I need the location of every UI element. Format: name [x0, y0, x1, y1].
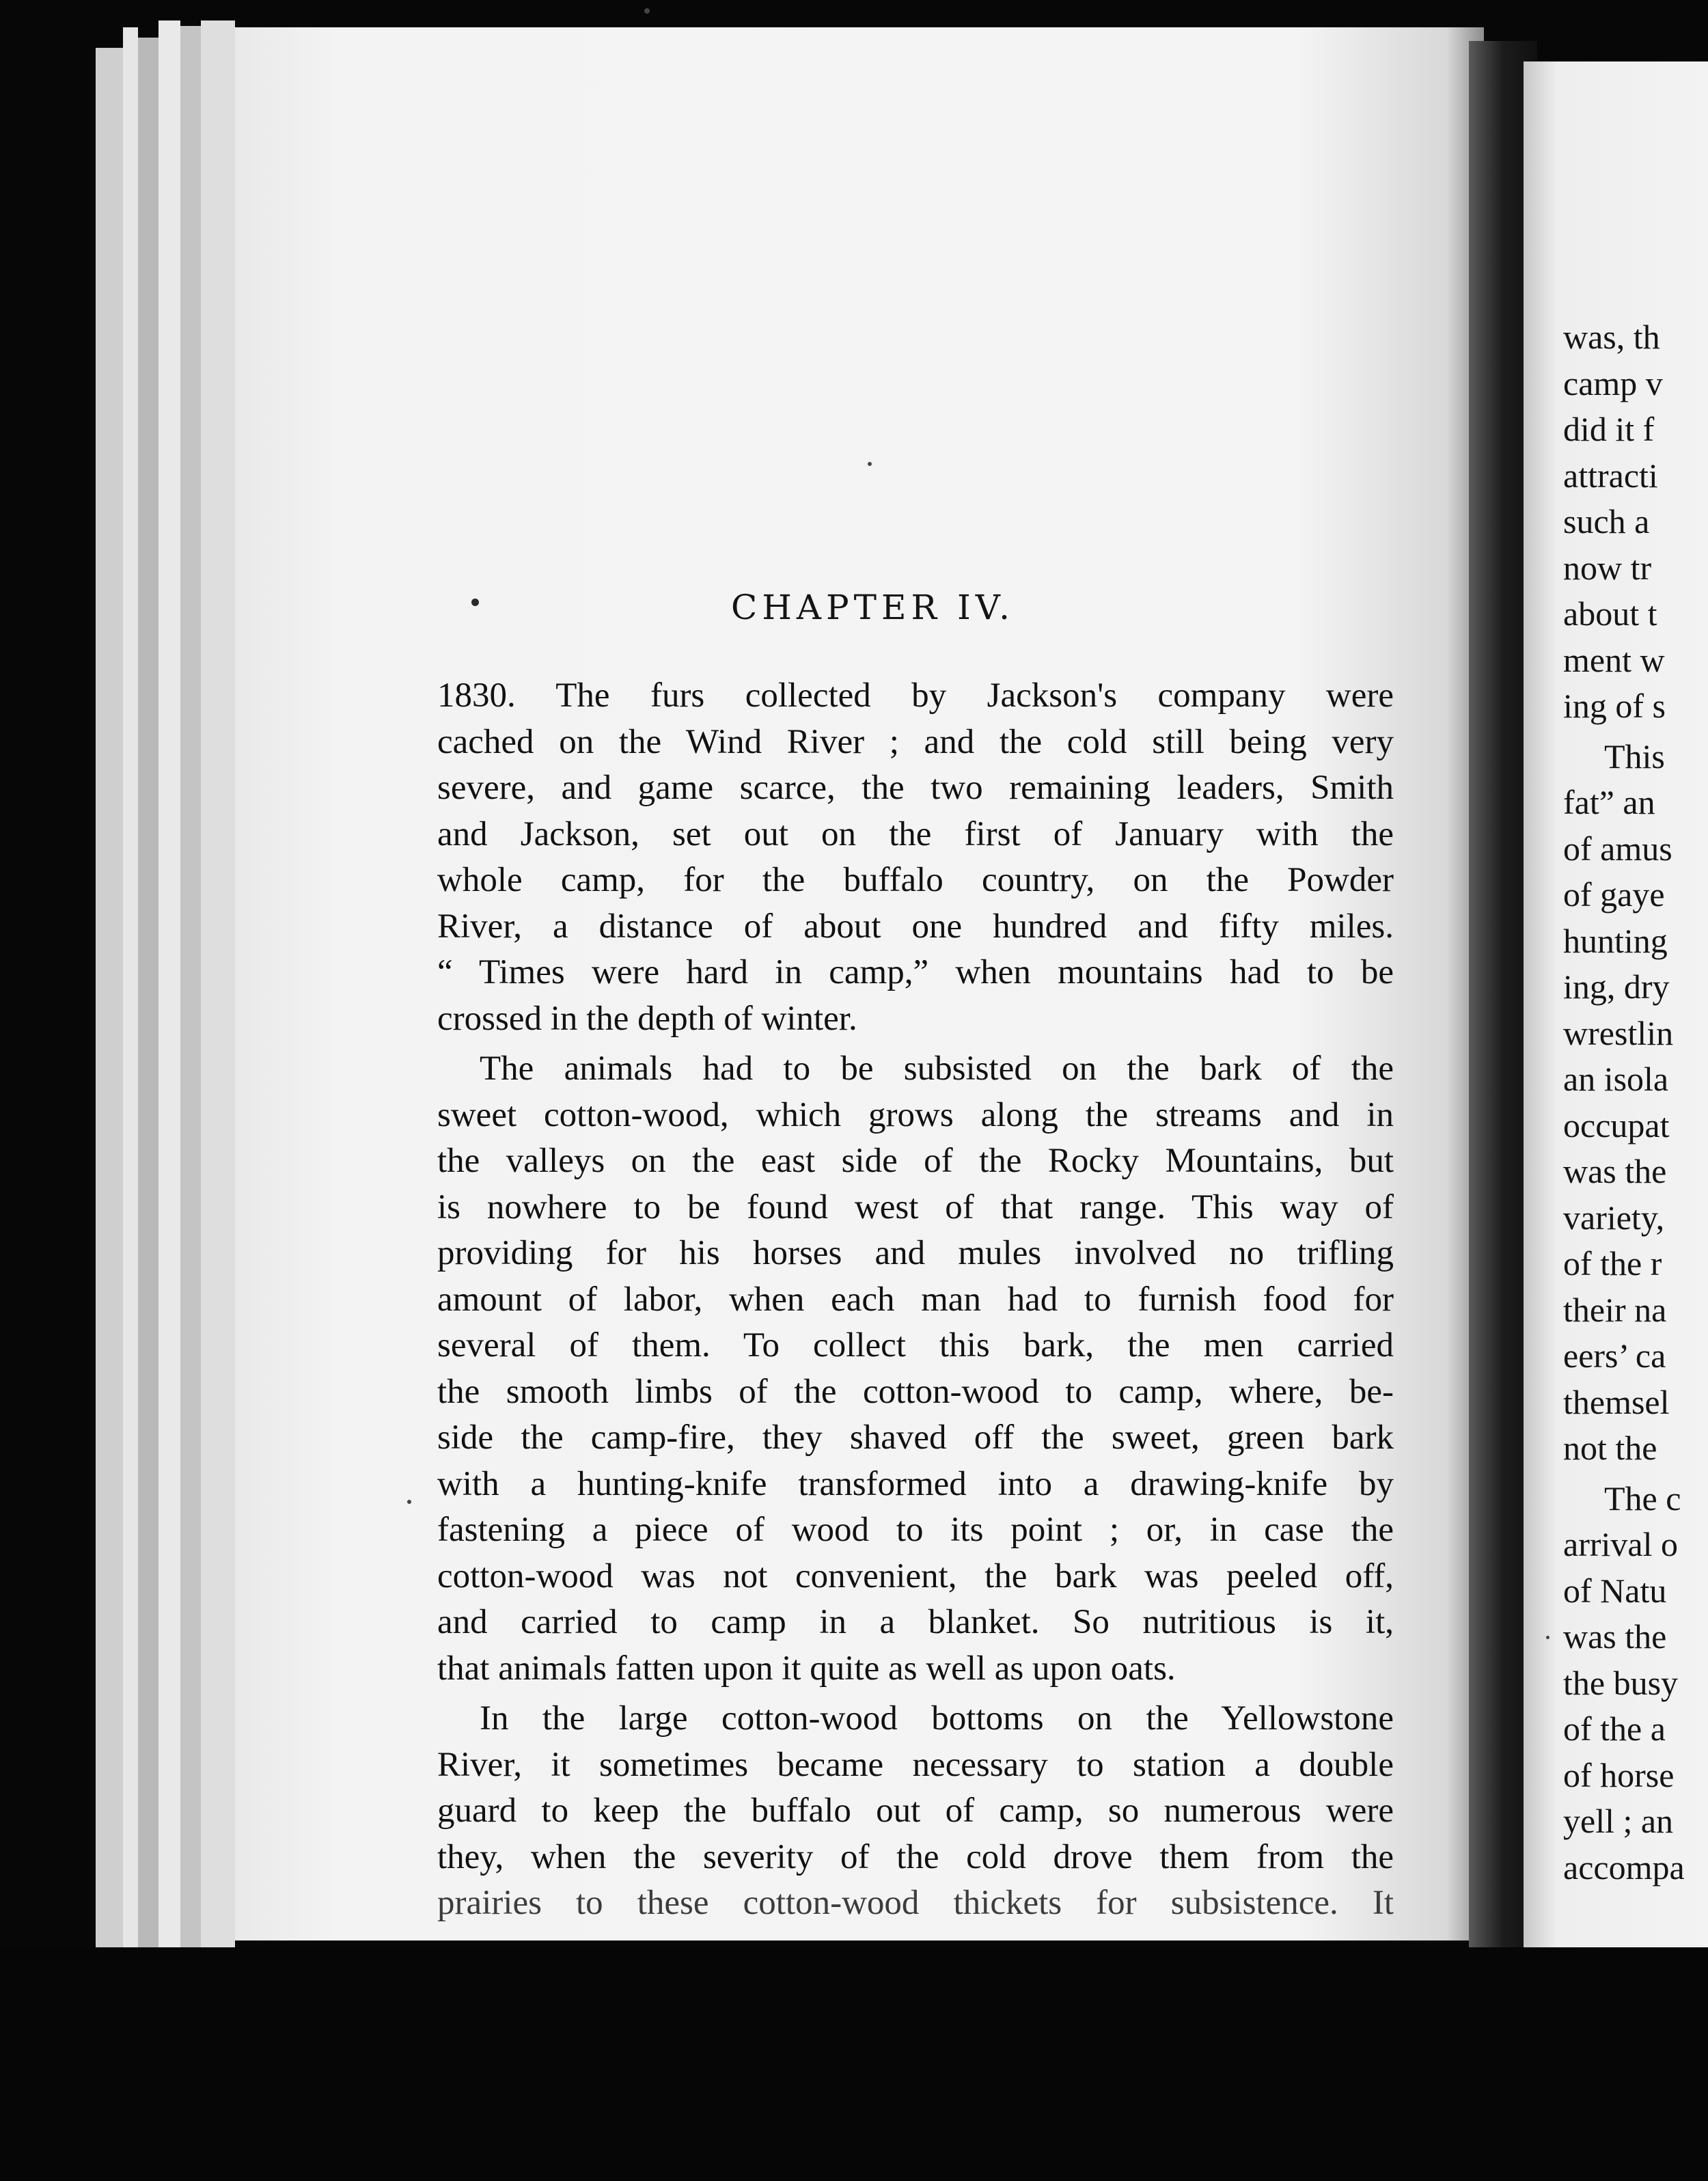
text-line: providing for his horses and mules involved no trifling — [437, 1234, 1394, 1272]
text-line: River, a distance of about one hundred and fifty miles. — [437, 907, 1394, 946]
scan-speck — [407, 1500, 411, 1504]
text-line: fat” an — [1563, 783, 1655, 821]
text-line: their na — [1563, 1290, 1667, 1329]
text-line: The animals had to be subsisted on the bark of the — [480, 1050, 1394, 1088]
text-line: and carried to camp in a blanket. So nutritious is it, — [437, 1603, 1394, 1641]
text-line: crossed in the depth of winter. — [437, 999, 857, 1038]
text-line: cotton-wood was not convenient, the bark was peeled off, — [437, 1556, 1394, 1595]
text-line: ing, dry — [1563, 968, 1670, 1006]
text-line: not the — [1563, 1429, 1657, 1467]
text-line: was the — [1563, 1152, 1667, 1190]
text-line: 1830. The furs collected by Jackson's company were — [437, 676, 1394, 715]
text-line: the valleys on the east side of the Rocky Mountains, but — [437, 1142, 1394, 1180]
text-line: they, when the severity of the cold drove them from the — [437, 1837, 1394, 1876]
right-page-body-text — [1563, 314, 1708, 1891]
scan-speck — [644, 8, 650, 14]
chapter-heading: CHAPTER IV. — [731, 588, 1015, 627]
text-line: such a — [1563, 502, 1650, 540]
text-line: is nowhere to be found west of that range. This way of — [437, 1188, 1394, 1226]
text-line: of horse — [1563, 1755, 1675, 1794]
text-line: about t — [1563, 594, 1657, 633]
text-line: “ Times were hard in camp,” when mountains had to be — [437, 953, 1394, 991]
text-line: wrestlin — [1563, 1013, 1674, 1052]
text-line: arrival o — [1563, 1525, 1678, 1563]
text-line: hunting — [1563, 921, 1668, 960]
text-line: eers’ ca — [1563, 1336, 1666, 1375]
page-edge — [138, 38, 159, 1962]
text-line: was the — [1563, 1617, 1667, 1656]
text-line: In the large cotton-wood bottoms on the Yellowstone — [480, 1699, 1394, 1738]
text-line: the busy — [1563, 1663, 1679, 1702]
text-line: of the a — [1563, 1710, 1666, 1748]
text-line: of amus — [1563, 829, 1672, 868]
left-page-body-text — [437, 673, 1394, 1927]
text-line: This — [1604, 737, 1665, 776]
text-line: camp v — [1563, 364, 1663, 402]
page-edge — [96, 48, 123, 1962]
page-edge — [201, 20, 235, 1962]
text-line: and Jackson, set out on the first of January with the — [437, 814, 1394, 853]
text-line: sweet cotton-wood, which grows along the streams and in — [437, 1095, 1394, 1134]
page-edge — [180, 26, 201, 1962]
text-line: several of them. To collect this bark, the men carried — [437, 1326, 1394, 1364]
text-line: an isola — [1563, 1060, 1669, 1098]
text-line: prairies to these cotton-wood thickets for subsistence. It — [437, 1884, 1394, 1922]
text-line: River, it sometimes became necessary to station a double — [437, 1745, 1394, 1784]
printer-mark — [471, 599, 479, 606]
text-line: the smooth limbs of the cotton-wood to camp, where, be- — [437, 1372, 1394, 1411]
text-line: themsel — [1563, 1382, 1670, 1421]
text-line: now tr — [1563, 548, 1652, 587]
text-line: was, th — [1563, 318, 1660, 356]
text-line: whole camp, for the buffalo country, on the Powder — [437, 861, 1394, 899]
text-line: that animals fatten upon it quite as well as upon oats. — [437, 1649, 1176, 1688]
text-line: amount of labor, when each man had to furnish food for — [437, 1280, 1394, 1319]
text-line: of gaye — [1563, 875, 1665, 914]
text-line: ing of s — [1563, 687, 1666, 725]
scan-background — [0, 1947, 1708, 2181]
text-line: yell ; an — [1563, 1802, 1674, 1840]
text-line: of Natu — [1563, 1571, 1667, 1610]
text-line: variety, — [1563, 1198, 1665, 1237]
text-line: The c — [1604, 1479, 1681, 1518]
text-line: with a hunting-knife transformed into a drawing-knife by — [437, 1464, 1394, 1503]
scan-speck — [868, 462, 872, 466]
text-line: did it f — [1563, 410, 1655, 448]
text-line: fastening a piece of wood to its point ; or, in case the — [437, 1511, 1394, 1549]
text-line: accompa — [1563, 1848, 1685, 1887]
text-line: severe, and game scarce, the two remaining leaders, Smith — [437, 769, 1394, 807]
text-line: attracti — [1563, 456, 1658, 495]
text-line: guard to keep the buffalo out of camp, so numerous were — [437, 1792, 1394, 1830]
page-edge — [159, 20, 180, 1962]
text-line: occupat — [1563, 1106, 1670, 1144]
text-line: cached on the Wind River ; and the cold still being very — [437, 722, 1394, 761]
page-edge — [123, 27, 138, 1962]
text-line: ment w — [1563, 640, 1665, 679]
text-line: side the camp-fire, they shaved off the sweet, green bark — [437, 1418, 1394, 1457]
text-line: of the r — [1563, 1244, 1662, 1282]
scan-speck — [1546, 1636, 1549, 1639]
